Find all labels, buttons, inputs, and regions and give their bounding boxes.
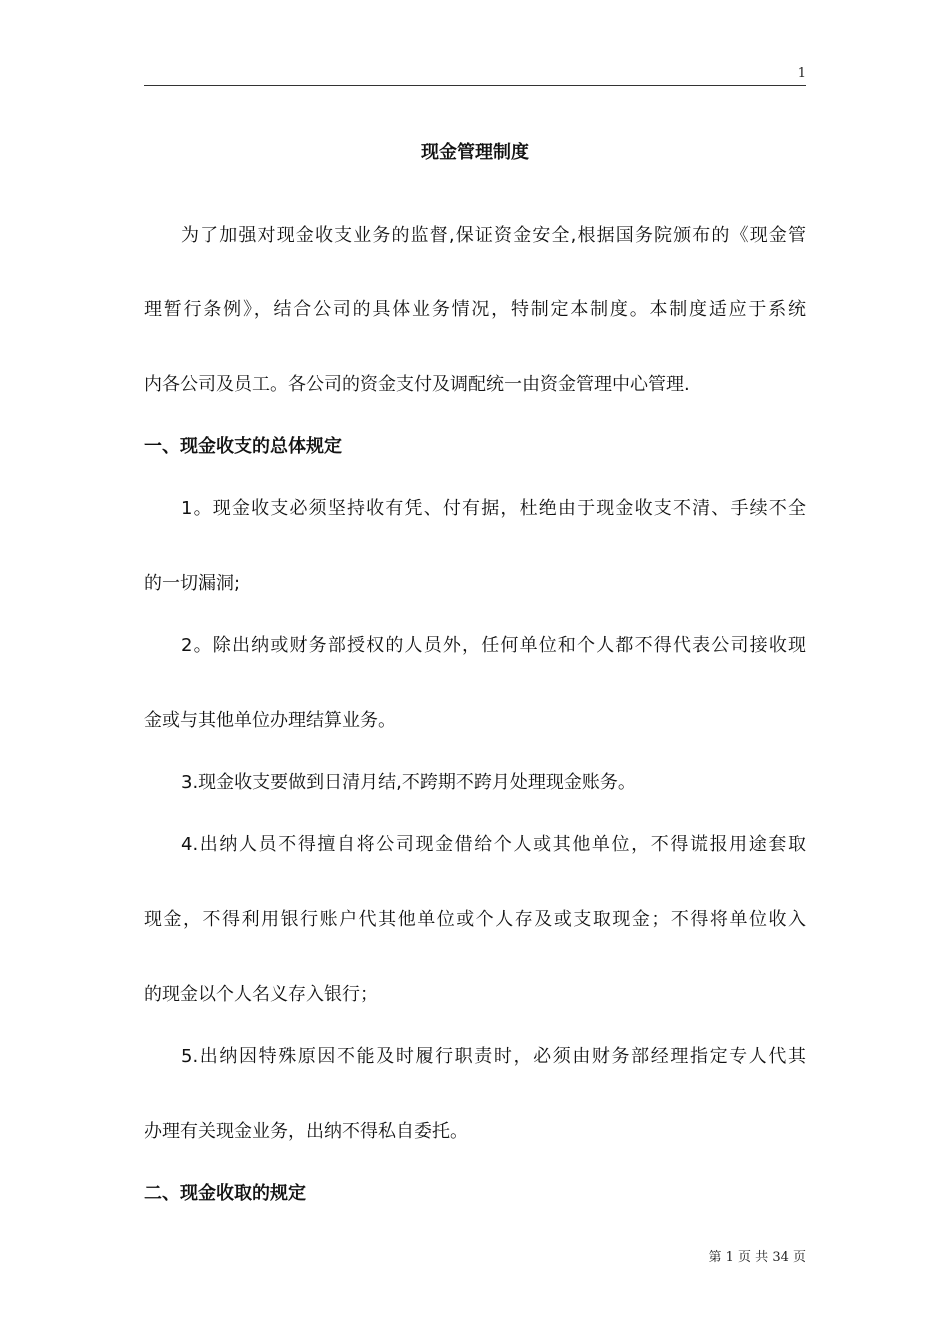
paragraph-line: 办理有关现金业务，出纳不得私自委托。: [144, 1121, 468, 1142]
paragraph-line: 3.现金收支要做到日清月结,不跨期不跨月处理现金账务。: [181, 772, 636, 793]
footer-page-info: 第 1 页 共 34 页: [708, 1250, 806, 1265]
paragraph-line: 的一切漏洞;: [144, 573, 241, 594]
section-heading: 一、现金收支的总体规定: [144, 436, 342, 457]
header-rule: [144, 85, 806, 86]
header-page-number: 1: [797, 66, 806, 81]
paragraph-line: 1。现金收支必须坚持收有凭、付有据，杜绝由于现金收支不清、手续不全: [181, 498, 806, 519]
paragraph-line: 现金，不得利用银行账户代其他单位或个人存及或支取现金；不得将单位收入: [144, 909, 806, 930]
paragraph-line: 2。除出纳或财务部授权的人员外，任何单位和个人都不得代表公司接收现: [181, 635, 806, 656]
paragraph-line: 4.出纳人员不得擅自将公司现金借给个人或其他单位，不得谎报用途套取: [181, 834, 806, 855]
paragraph-line: 5.出纳因特殊原因不能及时履行职责时，必须由财务部经理指定专人代其: [181, 1046, 806, 1067]
paragraph-line: 理暂行条例》，结合公司的具体业务情况，特制定本制度。本制度适应于系统: [144, 299, 806, 320]
paragraph-line: 金或与其他单位办理结算业务。: [144, 710, 396, 731]
section-heading: 二、现金收取的规定: [144, 1183, 306, 1204]
paragraph-line: 的现金以个人名义存入银行；: [144, 984, 378, 1005]
paragraph-line: 为了加强对现金收支业务的监督,保证资金安全,根据国务院颁布的《现金管: [181, 225, 806, 246]
document-title: 现金管理制度: [421, 142, 529, 163]
paragraph-line: 内各公司及员工。各公司的资金支付及调配统一由资金管理中心管理.: [144, 374, 690, 395]
